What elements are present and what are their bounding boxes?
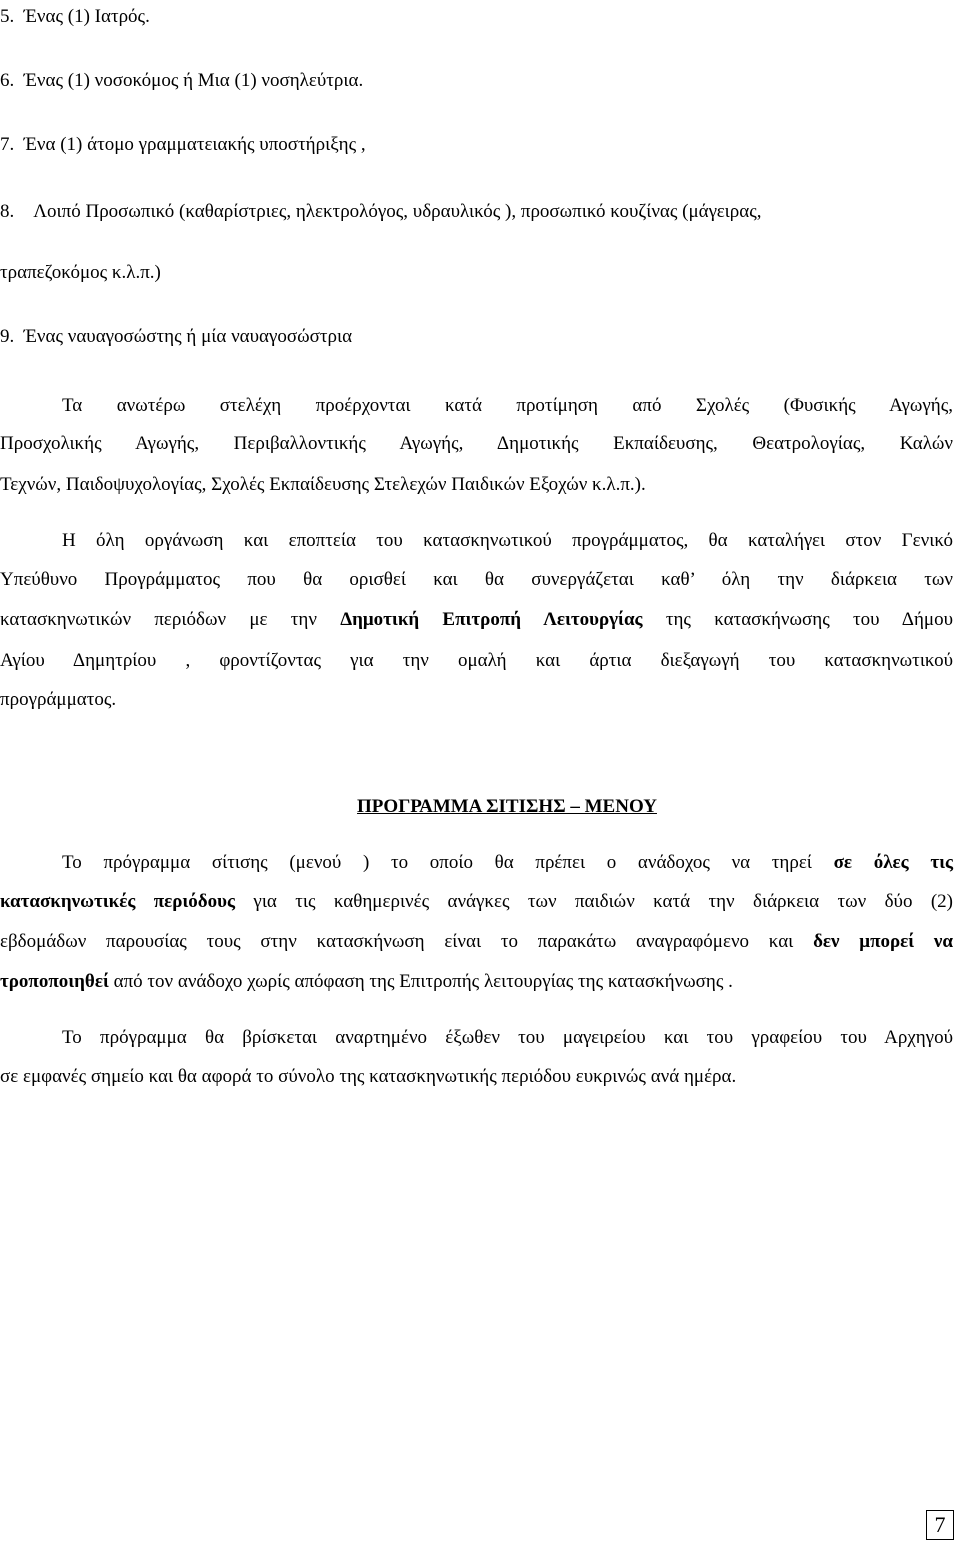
paragraph-line: σε εμφανές σημείο και θα αφορά το σύνολο της κατασκηνωτικής περιόδου ευκρινώς ανά ημέρα. (0, 1066, 737, 1087)
list-item-continuation (0, 262, 161, 284)
page-number: 7 (926, 1510, 954, 1540)
paragraph-line: Το πρόγραμμα θα βρίσκεται αναρτημένο έξωθεν του μαγειρείου και του γραφείου του Αρχηγού (62, 1027, 953, 1048)
paragraph-line: κατασκηνωτικές περιόδους για τις καθημερινές ανάγκες των παιδιών κατά την διάρκεια των δύο (2) (0, 891, 953, 912)
bold-text: σε όλες τις (833, 852, 954, 873)
paragraph-line: Προσχολικής Αγωγής, Περιβαλλοντικής Αγωγής, Δημοτικής Εκπαίδευσης, Θεατρολογίας, Καλών (0, 433, 953, 454)
list-text: τραπεζοκόμος κ.λ.π.) (0, 262, 161, 283)
bold-text: δεν μπορεί να (813, 931, 954, 952)
list-item (0, 134, 366, 156)
paragraph-line: τροποποιηθεί από τον ανάδοχο χωρίς απόφαση της Επιτροπής λειτουργίας της κατασκήνωσης . (0, 971, 733, 992)
list-number: 5. (0, 6, 15, 27)
list-number: 7. (0, 134, 15, 155)
paragraph-line: προγράμματος. (0, 689, 117, 710)
list-number: 8. (0, 201, 15, 222)
paragraph-line: Αγίου Δημητρίου , φροντίζοντας για την ομαλή και άρτια διεξαγωγή του κατασκηνωτικού (0, 650, 953, 671)
list-item (0, 201, 762, 223)
list-number: 9. (0, 326, 15, 347)
list-item (0, 326, 352, 348)
list-text: Λοιπό Προσωπικό (καθαρίστριες, ηλεκτρολόγος, υδραυλικός ), προσωπικό κουζίνας (μάγειρας, (33, 201, 762, 222)
list-number: 6. (0, 70, 15, 91)
bold-text: κατασκηνωτικές περιόδους (0, 891, 236, 912)
list-item (0, 70, 363, 92)
paragraph-line: εβδομάδων παρουσίας τους στην κατασκήνωση είναι το παρακάτω αναγραφόμενο και δεν μπορεί να (0, 931, 954, 952)
list-text: Ένας (1) Ιατρός. (23, 6, 150, 27)
paragraph-line: Το πρόγραμμα σίτισης (μενού ) το οποίο θα πρέπει ο ανάδοχος να τηρεί σε όλες τις (62, 852, 954, 873)
paragraph-line: Η όλη οργάνωση και εποπτεία του κατασκηνωτικού προγράμματος, θα καταλήγει στον Γενικό (62, 530, 953, 551)
paragraph-line: κατασκηνωτικών περιόδων με την Δημοτική Επιτροπή Λειτουργίας της κατασκήνωσης του Δήμου (0, 609, 954, 630)
section-heading: ΠΡΟΓΡΑΜΜΑ ΣΙΤΙΣΗΣ – ΜΕΝΟΥ (357, 796, 657, 817)
list-text: Ένα (1) άτομο γραμματειακής υποστήριξης , (23, 134, 366, 155)
list-text: Ένας ναυαγοσώστης ή μία ναυαγοσώστρια (23, 326, 353, 347)
paragraph-line: Τεχνών, Παιδοψυχολογίας, Σχολές Εκπαίδευσης Στελεχών Παιδικών Εξοχών κ.λ.π.). (0, 474, 646, 495)
list-item (0, 6, 150, 28)
paragraph-line: Τα ανωτέρω στελέχη προέρχονται κατά προτίμηση από Σχολές (Φυσικής Αγωγής, (62, 395, 953, 416)
paragraph-line: Υπεύθυνο Προγράμματος που θα ορισθεί και θα συνεργάζεται καθ’ όλη την διάρκεια των (0, 569, 953, 590)
list-text: Ένας (1) νοσοκόμος ή Μια (1) νοσηλεύτρια. (23, 70, 364, 91)
bold-text: τροποποιηθεί (0, 971, 109, 992)
bold-text: Δημοτική Επιτροπή Λειτουργίας (340, 609, 643, 630)
